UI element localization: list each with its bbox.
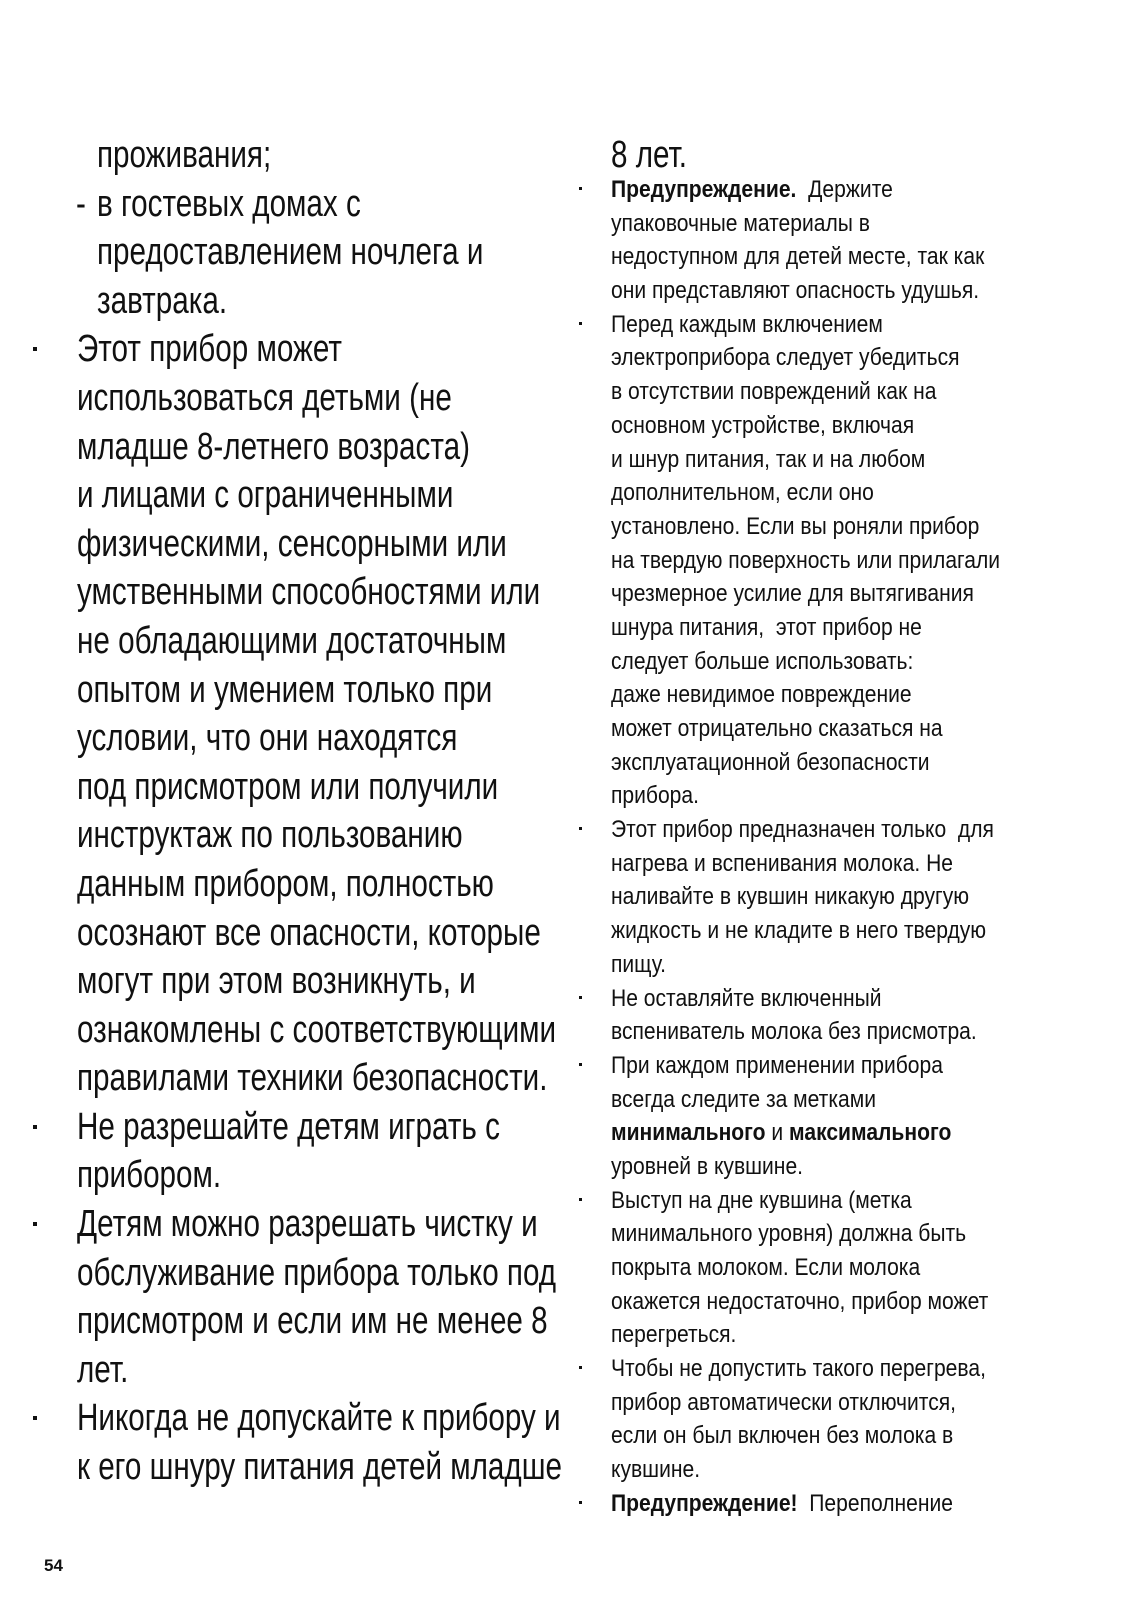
line-text: [611, 746, 930, 780]
page-number: 54: [44, 1556, 63, 1575]
bullet-icon: [579, 996, 582, 999]
text-segment: в отсутствии повреждений как на: [611, 378, 937, 406]
text-segment: Держите: [796, 176, 893, 203]
text-segment: физическими, сенсорными или: [77, 522, 507, 565]
line-text: [77, 763, 498, 812]
line-text: [77, 1054, 547, 1103]
bullet-icon: [579, 1366, 582, 1369]
line-text: [611, 1184, 912, 1218]
line-text: [77, 374, 452, 423]
text-segment: ознакомлены с соответствующими: [77, 1008, 557, 1051]
line-text: [611, 274, 979, 308]
line-text: [611, 1015, 977, 1049]
text-segment: шнура питания, этот прибор не: [611, 613, 922, 641]
line-text: [77, 1249, 556, 1298]
text-segment: недоступном для детей месте, так как: [611, 243, 985, 271]
line-text: [611, 207, 870, 241]
line-text: [611, 577, 974, 611]
line-text: [611, 1083, 876, 1117]
line-text: [77, 520, 507, 569]
text-segment: упаковочные материалы в: [611, 209, 870, 237]
line-text: [77, 666, 492, 715]
text-segment: под присмотром или получили: [77, 765, 499, 808]
text-segment: использоваться детьми (не: [77, 376, 452, 419]
bullet-icon: [579, 187, 582, 190]
text-segment: не обладающими достаточным: [77, 619, 507, 662]
text-segment: и: [765, 1119, 790, 1147]
text-segment: к его шнуру питания детей младше: [77, 1446, 562, 1489]
text-segment: предоставлением ночлега и: [97, 231, 484, 274]
line-text: [611, 308, 883, 342]
dash-marker: -: [76, 182, 86, 225]
text-segment: условии, что они находятся: [77, 717, 458, 760]
text-segment: основном устройстве, включая: [611, 411, 915, 439]
text-segment: следует больше использовать:: [611, 647, 914, 675]
line-text: [611, 1049, 943, 1083]
line-text: [611, 1150, 803, 1184]
line-text: [611, 544, 1000, 578]
line-text: [611, 712, 943, 746]
line-text: [611, 341, 960, 375]
text-segment: перегреться.: [611, 1321, 737, 1349]
text-segment: жидкость и не кладите в него твердую: [611, 917, 987, 945]
line-text: [77, 1346, 128, 1395]
text-segment: прибора.: [611, 782, 699, 810]
text-segment: прибор автоматически отключится,: [611, 1388, 957, 1416]
text-segment: в гостевых домах с: [97, 182, 361, 225]
line-text: [77, 909, 541, 958]
line-text: [77, 714, 457, 763]
text-segment: минимального уровня) должна быть: [611, 1220, 967, 1248]
text-segment: вспениватель молока без присмотра.: [611, 1018, 977, 1046]
text-segment: инструктаж по пользованию: [77, 814, 463, 857]
line-text: [611, 948, 666, 982]
text-segment: Этот прибор может: [77, 328, 342, 371]
text-segment: Не оставляйте включенный: [611, 984, 882, 1012]
text-segment: правилами техники безопасности.: [77, 1057, 548, 1100]
text-segment: обслуживание прибора только под: [77, 1251, 557, 1294]
line-text: [611, 510, 979, 544]
text-segment: умственными способностями или: [77, 571, 541, 614]
text-segment: на твердую поверхность или прилагали: [611, 546, 1001, 574]
line-text: [611, 813, 994, 847]
text-segment: Переполнение: [797, 1489, 954, 1517]
bullet-icon: [33, 1222, 37, 1226]
line-text: [77, 617, 506, 666]
line-text: [77, 811, 463, 860]
line-text: [77, 860, 494, 909]
line-text: [611, 409, 914, 443]
line-text: [611, 1285, 988, 1319]
text-segment: всегда следите за метками: [611, 1085, 877, 1113]
bullet-icon: [579, 322, 582, 325]
line-text: [611, 779, 699, 813]
line-text: [611, 476, 874, 510]
text-segment: Перед каждым включением: [611, 310, 883, 338]
line-text: [611, 443, 925, 477]
bullet-icon: [33, 347, 37, 351]
text-segment: Этот прибор предназначен только для: [611, 816, 994, 844]
text-segment: дополнительном, если оно: [611, 479, 874, 507]
text-segment: данным прибором, полностью: [77, 862, 494, 905]
line-text: [611, 173, 893, 207]
line-text: [611, 1386, 956, 1420]
bullet-icon: [579, 1198, 582, 1201]
text-segment: и лицами с ограниченными: [77, 474, 454, 517]
line-text: [77, 423, 470, 472]
line-text: [611, 1318, 736, 1352]
text-segment: нагрева и вспенивания молока. Не: [611, 849, 954, 877]
bold-text: Предупреждение.: [611, 176, 797, 203]
text-segment: Не разрешайте детям играть с: [77, 1105, 500, 1148]
line-text: [611, 1217, 966, 1251]
text-segment: При каждом применении прибора: [611, 1051, 943, 1079]
line-text: [611, 1352, 986, 1386]
text-segment: завтрака.: [97, 279, 228, 322]
text-segment: и шнур питания, так и на любом: [611, 445, 926, 473]
line-text: [77, 1103, 500, 1152]
right-column-continuation: 8 лет.: [611, 134, 688, 176]
text-segment: опытом и умением только при: [77, 668, 493, 711]
bold-text: максимального: [789, 1119, 952, 1147]
text-segment: осознают все опасности, которые: [77, 911, 541, 954]
text-segment: Детям можно разрешать чистку и: [77, 1203, 538, 1246]
text-segment: электроприбора следует убедиться: [611, 344, 960, 372]
text-segment: может отрицательно сказаться на: [611, 715, 943, 742]
text-segment: присмотром и если им не менее 8: [77, 1300, 548, 1343]
bullet-icon: [579, 827, 582, 830]
text-segment: прибором.: [77, 1154, 222, 1197]
bold-text: минимального: [611, 1119, 766, 1147]
line-text: [611, 847, 953, 881]
text-segment: чрезмерное усилие для вытягивания: [611, 580, 974, 608]
text-segment: проживания;: [97, 134, 272, 176]
line-text: [611, 982, 882, 1016]
line-text: [77, 957, 476, 1006]
line-text: [611, 375, 936, 409]
line-text: [611, 880, 969, 914]
line-text: [611, 1419, 953, 1453]
line-text: [77, 1394, 561, 1443]
text-segment: кувшине.: [611, 1456, 701, 1484]
bullet-icon: [579, 1063, 582, 1066]
line-text: [77, 325, 342, 374]
line-text: [77, 1200, 538, 1249]
text-segment: Никогда не допускайте к прибору и: [77, 1397, 561, 1440]
text-segment: наливайте в кувшин никакую другую: [611, 883, 970, 911]
text-segment: Чтобы не допустить такого перегрева,: [611, 1355, 986, 1383]
line-text: [77, 1443, 562, 1492]
line-text: [97, 131, 271, 180]
line-text: [97, 277, 227, 326]
text-segment: младше 8-летнего возраста): [77, 425, 470, 468]
text-segment: окажется недостаточно, прибор может: [611, 1287, 989, 1315]
line-text: [611, 1487, 953, 1521]
line-text: [97, 228, 483, 277]
text-segment: покрыта молоком. Если молока: [611, 1254, 921, 1281]
line-text: [611, 240, 984, 274]
line-text: [611, 914, 986, 948]
line-text: [77, 1297, 548, 1346]
text-segment: если он был включен без молока в: [611, 1422, 954, 1450]
bullet-icon: [33, 1125, 37, 1129]
text-segment: Выступ на дне кувшина (метка: [611, 1186, 912, 1214]
line-text: [97, 180, 361, 229]
bullet-icon: [33, 1416, 37, 1420]
bullet-icon: [579, 1501, 582, 1504]
text-segment: могут при этом возникнуть, и: [77, 960, 476, 1003]
line-text: [77, 1151, 221, 1200]
line-text: [77, 1006, 556, 1055]
text-segment: уровней в кувшине.: [611, 1152, 804, 1180]
line-text: [77, 471, 453, 520]
text-segment: лет.: [77, 1348, 129, 1391]
line-text: [611, 611, 922, 645]
line-text: [611, 1116, 951, 1150]
line-text: [611, 645, 913, 679]
line-text: [611, 678, 912, 712]
line-text: [611, 1453, 700, 1487]
text-segment: эксплуатационной безопасности: [611, 748, 930, 776]
line-text: [77, 568, 540, 617]
bold-text: Предупреждение!: [611, 1489, 798, 1517]
text-segment: даже невидимое повреждение: [611, 681, 912, 709]
text-segment: пищу.: [611, 950, 667, 978]
line-text: [611, 1251, 920, 1285]
text-segment: установлено. Если вы роняли прибор: [611, 512, 980, 540]
text-segment: они представляют опасность удушья.: [611, 277, 980, 305]
